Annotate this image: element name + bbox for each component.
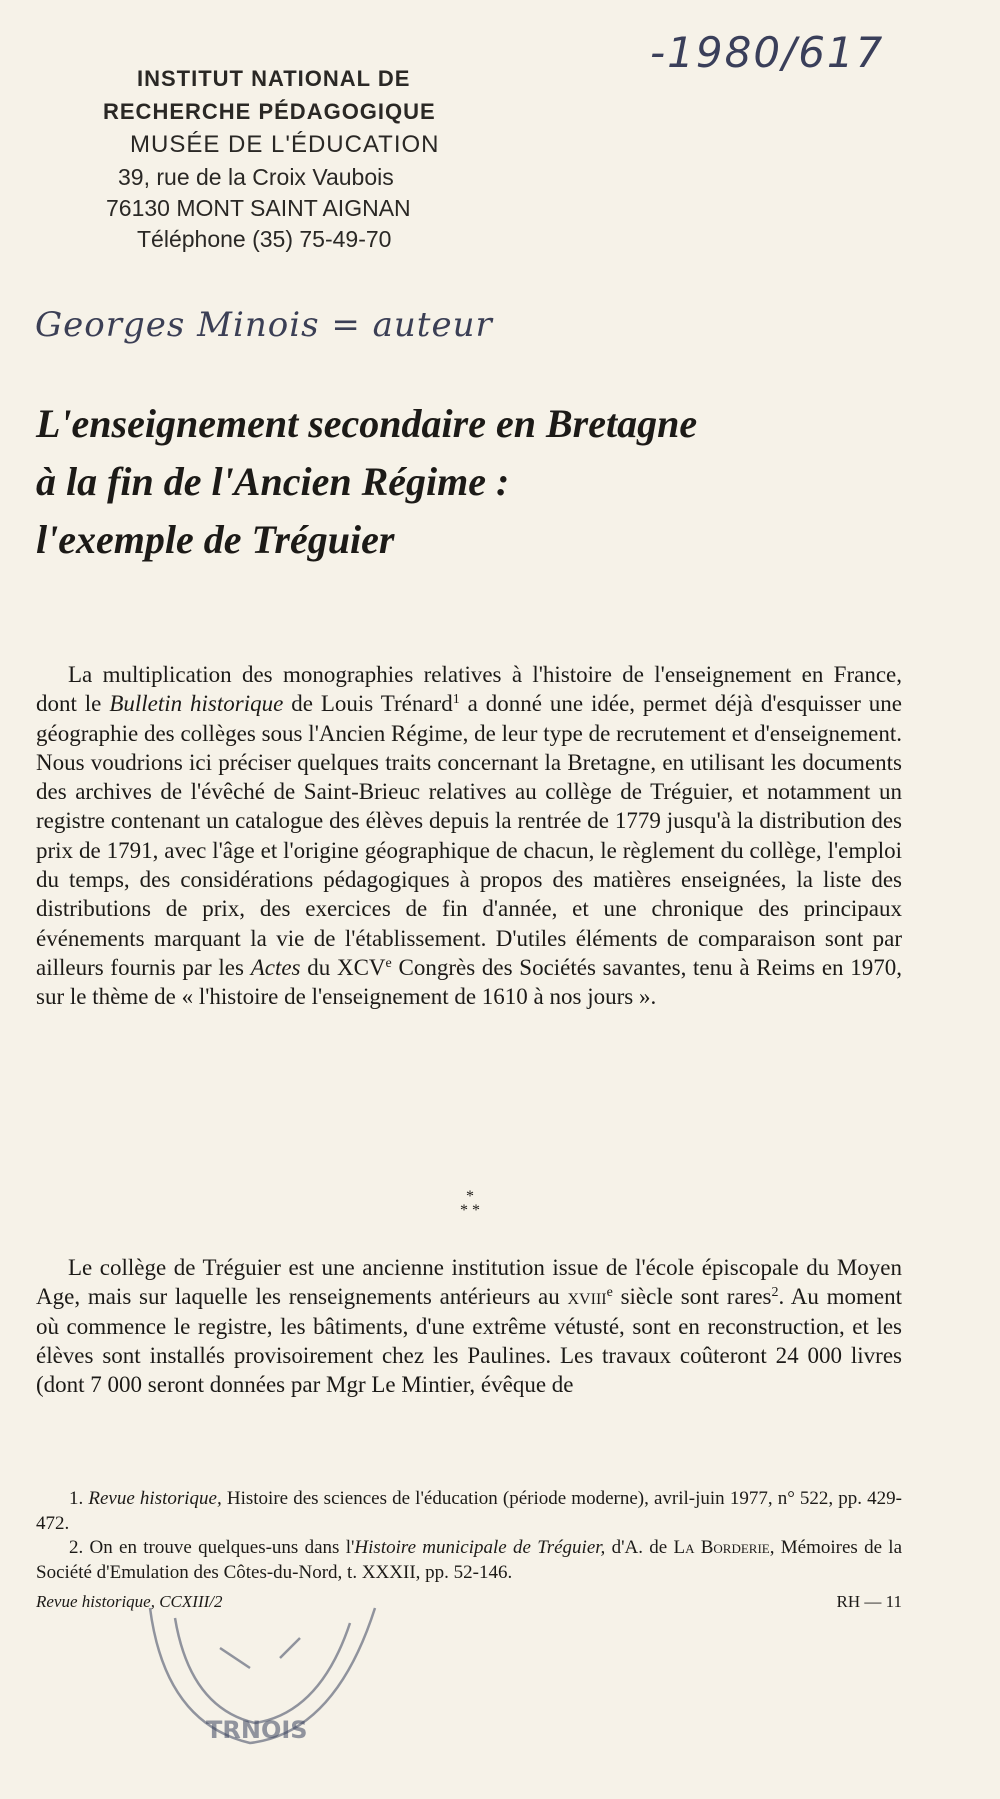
stamp-address: 39, rue de la Croix Vaubois (118, 164, 394, 190)
asterism-top: * (466, 1188, 474, 1205)
superscript: e (606, 1285, 613, 1301)
handwritten-catalog-number: -1980/617 (650, 28, 885, 77)
emphasis: Actes (250, 954, 301, 980)
text-run: On en trouve quelques-uns dans l' (89, 1537, 355, 1558)
journal-title: Bulletin historique (109, 691, 284, 717)
text-run: Le collège de Tréguier est une ancienne institution issue de l'école épiscopale du Moyen Age, mais sur laquelle les renseignements antérieurs au (36, 1255, 902, 1310)
superscript: e (385, 955, 392, 971)
footnote-ref: 1 (452, 692, 460, 708)
stamp-line: RECHERCHE PÉDAGOGIQUE (103, 99, 436, 124)
text-run: du XCV (300, 954, 386, 980)
footnote-ref: 2 (771, 1285, 779, 1301)
title-line: l'exemple de Tréguier (36, 517, 395, 562)
title-line: à la fin de l'Ancien Régime : (36, 459, 510, 504)
handwritten-author-note: Georges Minois = auteur (35, 305, 493, 345)
text-run: a donné une idée, permet déjà d'esquisser une géographie des collèges sous l'Ancien Régime, de leur type de recrutement et d'enseignement. Nous voudrions ici préciser quelques traits concernant la Bretagne, en utilisant les documents des archives de l'évêché de Saint-Brieuc relatives au collège de Tréguier, et notamment un registre contenant un catalogue des élèves depuis la rentrée de 1779 jusqu'à la distribution des prix de 1791, avec l'âge et l'origine géographique de chacun, le règlement du collège, l'emploi du temps, des considérations pédagogiques à propos des matières enseignées, la liste des distributions de prix, des exercices de fin d'année, et une chronique des principaux événements marquant la vie de l'établissement. D'utiles éléments de comparaison sont par ailleurs fournis par les (36, 691, 902, 980)
text-run: de Louis Trénard (283, 691, 453, 717)
section-separator (440, 1190, 500, 1218)
text-run: Congrès des Sociétés savantes, tenu à Reims en 1970, sur le thème de « l'histoire de l'enseignement de 1610 à nos jours ». (36, 954, 903, 1010)
page-number: RH — 11 (836, 1592, 902, 1611)
stamp-line: MUSÉE DE L'ÉDUCATION (130, 131, 440, 158)
asterism-bottom: * * (460, 1202, 480, 1219)
text-run: siècle sont rares (612, 1284, 772, 1310)
author-name: La Borderie, (673, 1537, 775, 1558)
footnote-1 (36, 1487, 902, 1536)
text-run: d'A. de (605, 1537, 674, 1558)
emphasis: Histoire municipale de Tréguier, (354, 1537, 606, 1558)
paragraph-college (36, 1253, 902, 1399)
title-line: L'enseignement secondaire en Bretagne (36, 401, 698, 446)
century-numeral: xviii (567, 1284, 607, 1310)
footnote-number: 1. (69, 1488, 89, 1509)
library-seal-stamp (130, 1548, 390, 1758)
text-run: Mémoires de la Société d'Emulation des Côtes-du-Nord, t. XXXII, pp. 52-146. (36, 1537, 903, 1583)
article-title (36, 395, 936, 569)
text-run: . Au moment où commence le registre, les bâtiments, d'une extrême vétusté, sont en reconstruction, et les élèves sont installés provisoirement chez les Paulines. Les travaux coûteront 24 000 livres (dont 7 000 seront données par Mgr Le Mintier, évêque de (36, 1284, 902, 1398)
journal-reference: Revue historique, CCXIII/2 (36, 1592, 223, 1611)
stamp-phone: Téléphone (35) 75-49-70 (137, 226, 392, 252)
text-run: Histoire des sciences de l'éducation (période moderne), avril-juin 1977, n° 522, pp. 429-472. (36, 1488, 903, 1534)
emphasis: Revue historique, (88, 1488, 222, 1509)
stamp-line: INSTITUT NATIONAL DE (137, 66, 411, 91)
paragraph-intro (36, 660, 902, 1012)
seal-text: TRNOIS (206, 1716, 308, 1744)
stamp-city: 76130 MONT SAINT AIGNAN (106, 195, 411, 221)
text-run: La multiplication des monographies relatives à l'histoire de l'enseignement en France, dont le (36, 662, 902, 717)
footnote-number: 2. (69, 1537, 90, 1558)
institution-stamp (95, 68, 525, 251)
